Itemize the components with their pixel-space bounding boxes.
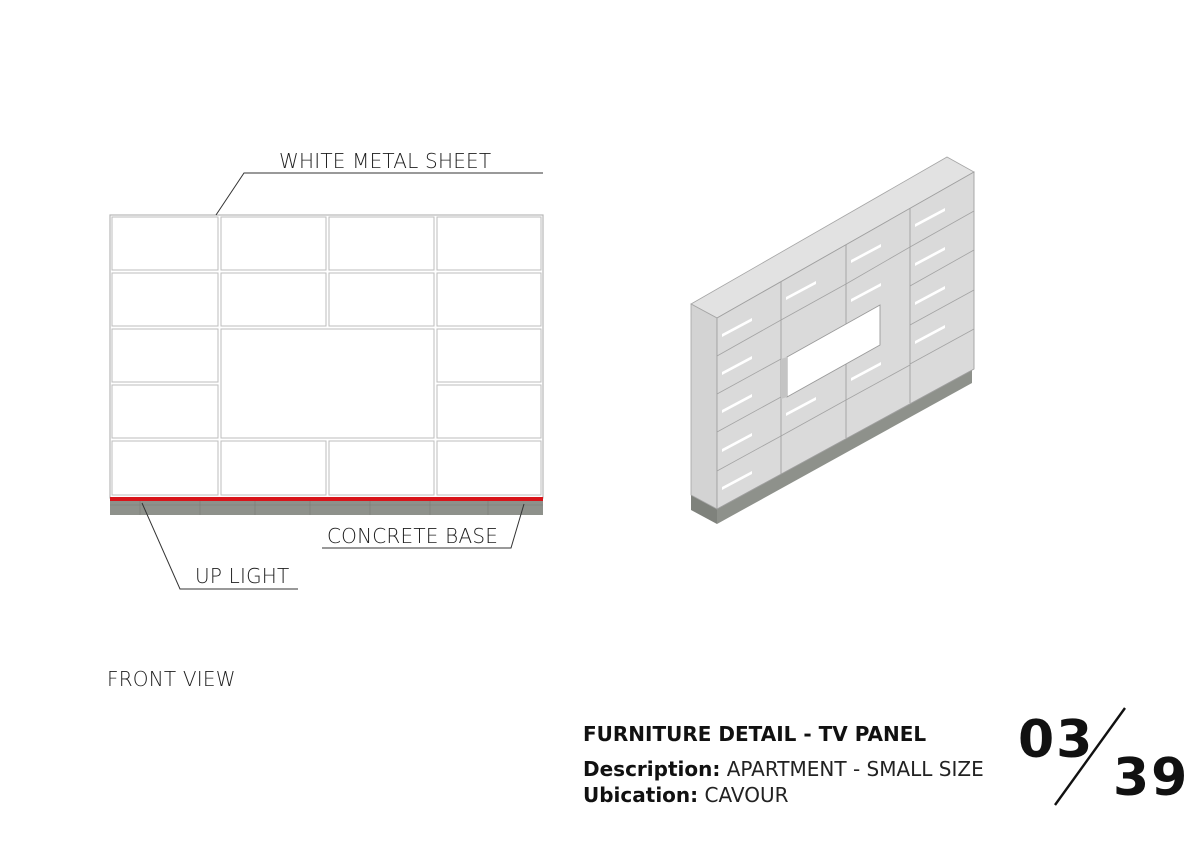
title-block xyxy=(583,722,984,808)
description-row xyxy=(583,756,984,782)
label-white-metal-sheet: WHITE METAL SHEET xyxy=(279,149,492,173)
label-concrete-base: CONCRETE BASE xyxy=(327,524,499,548)
iso-end-face xyxy=(691,304,717,509)
ubication-row xyxy=(583,782,984,808)
leader-white-metal-sheet xyxy=(216,173,543,215)
label-front-view: FRONT VIEW xyxy=(107,667,236,691)
ubication-value: CAVOUR xyxy=(704,783,789,807)
sheet-number-current: 03 xyxy=(1018,710,1095,770)
description-key: Description: xyxy=(583,757,721,781)
concrete-base-strip xyxy=(110,501,543,515)
label-up-light: UP LIGHT xyxy=(195,564,290,588)
up-light-strip xyxy=(110,497,543,501)
drawing-title: FURNITURE DETAIL - TV PANEL xyxy=(583,722,927,746)
ubication-key: Ubication: xyxy=(583,783,699,807)
iso-opening-shadow xyxy=(781,357,787,399)
description-value: APARTMENT - SMALL SIZE xyxy=(726,757,984,781)
isometric-view-drawing xyxy=(691,157,974,524)
sheet-number-total: 39 xyxy=(1113,748,1190,808)
